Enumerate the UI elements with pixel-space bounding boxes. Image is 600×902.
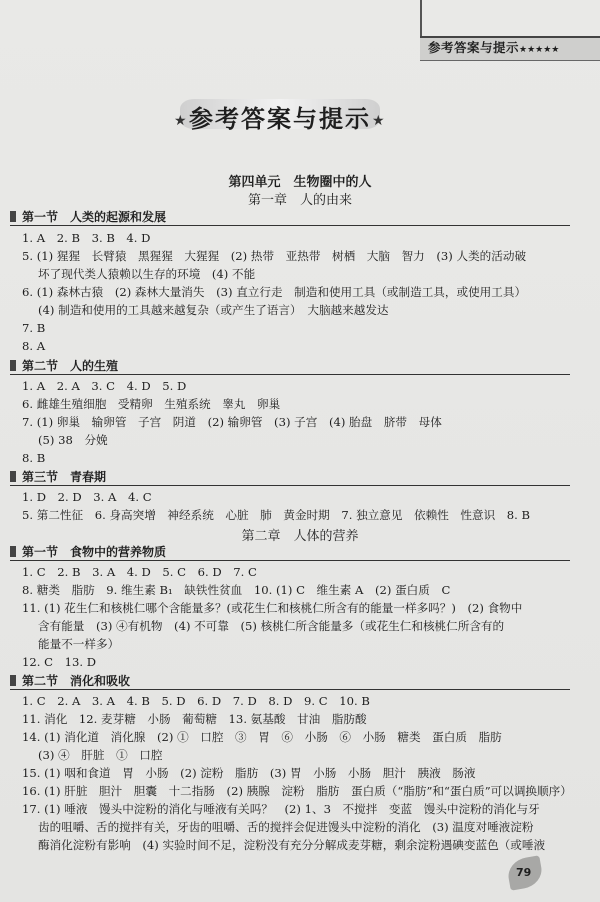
section-marker [10, 675, 16, 686]
section-title: 第二节 消化和吸收 [22, 674, 131, 688]
section-marker [10, 546, 16, 557]
answer-line: 11. (1) 花生仁和核桃仁哪个含能量多？(或花生仁和核桃仁所含有的能量一样多吗？) (2) 食物中 [22, 601, 523, 615]
page-number-badge [508, 858, 548, 892]
answer-line: 8. 糖类 脂肪 9. 维生素 B₁ 缺铁性贫血 10. (1) C 维生素 A (2) 蛋白质 C [22, 583, 451, 597]
answer-line: 坏了现代类人猿赖以生存的环境 (4) 不能 [38, 267, 256, 281]
answer-line: 齿的咀嚼、舌的搅拌有关，牙齿的咀嚼、舌的搅拌会促进馒头中淀粉的消化 (3) 温度对唾液淀粉 [38, 820, 534, 834]
answer-line: (4) 制造和使用的工具越来越复杂（或产生了语言） 大脑越来越发达 [38, 303, 389, 317]
answer-line: 酶消化淀粉有影响 (4) 实验时间不足，淀粉没有充分分解成麦芽糖，剩余淀粉遇碘变蓝色（或唾液 [38, 838, 546, 852]
unit-title: 第四单元 生物圈中的人 [228, 175, 372, 190]
section-header [10, 543, 570, 561]
chapter-title: 第二章 人体的营养 [241, 529, 359, 544]
answer-line: 含有能量 (3) ④有机物 (4) 不可靠 (5) 核桃仁所含能量多（或花生仁和核桃仁所含有的 [38, 619, 505, 633]
section-header [10, 208, 570, 226]
answer-line: 7. B [22, 321, 46, 335]
answer-line: 5. 第二性征 6. 身高突增 神经系统 心脏 肺 黄金时期 7. 独立意见 依赖性 性意识 8. B [22, 508, 531, 522]
answer-line: 1. C 2. B 3. A 4. D 5. C 6. D 7. C [22, 565, 257, 579]
answer-line: 1. C 2. A 3. A 4. B 5. D 6. D 7. D 8. D 9. C 10. B [22, 694, 370, 708]
chapter-title: 第一章 人的由来 [247, 193, 352, 208]
section-title: 第二节 人的生殖 [22, 359, 119, 373]
answer-line: 1. A 2. B 3. B 4. D [22, 231, 151, 245]
answer-line: 8. A [22, 339, 46, 353]
header-tab [420, 0, 600, 58]
section-title: 第一节 食物中的营养物质 [22, 545, 167, 559]
section-title: 第一节 人类的起源和发展 [22, 210, 167, 224]
section-marker [10, 471, 16, 482]
section-header [10, 468, 570, 486]
answer-line: 7. (1) 卵巢 输卵管 子宫 阴道 (2) 输卵管 (3) 子宫 (4) 胎盘 脐带 母体 [22, 415, 442, 429]
answer-line: 5. (1) 猩猩 长臂猿 黑猩猩 大猩猩 (2) 热带 亚热带 树栖 大脑 智力 (3) 人类的活动破 [22, 249, 527, 263]
star-icon: ★ [174, 113, 187, 129]
answer-line: 16. (1) 肝脏 胆汁 胆囊 十二指肠 (2) 胰腺 淀粉 脂肪 蛋白质（“脂肪”和“蛋白质”可以调换顺序） [22, 784, 572, 798]
answer-line: 8. B [22, 451, 46, 465]
answer-line: (3) ④ 肝脏 ① 口腔 [38, 748, 163, 762]
section-header [10, 672, 570, 690]
answer-line: 12. C 13. D [22, 655, 97, 669]
star-icon: ★ [372, 113, 385, 129]
section-marker [10, 211, 16, 222]
title-banner [170, 95, 390, 131]
answer-line: 11. 消化 12. 麦芽糖 小肠 葡萄糖 13. 氨基酸 甘油 脂肪酸 [22, 712, 367, 726]
page-number: 79 [516, 866, 532, 879]
answer-line: (5) 38 分娩 [38, 433, 108, 447]
answer-line: 14. (1) 消化道 消化腺 (2) ① 口腔 ③ 胃 ⑥ 小肠 ⑥ 小肠 糖类 蛋白质 脂肪 [22, 730, 502, 744]
answer-line: 6. (1) 森林古猿 (2) 森林大量消失 (3) 直立行走 制造和使用工具（或制造工具，或使用工具） [22, 285, 527, 299]
answer-line: 1. D 2. D 3. A 4. C [22, 490, 152, 504]
header-tab-label: 参考答案与提示★★★★★ [428, 40, 560, 55]
page-title: 参考答案与提示 [189, 105, 371, 133]
section-header [10, 357, 570, 375]
answer-line: 能量不一样多） [38, 637, 120, 651]
answer-line: 17. (1) 唾液 馒头中淀粉的消化与唾液有关吗？ (2) 1、3 不搅拌 变蓝 馒头中淀粉的消化与牙 [22, 802, 540, 816]
answer-line: 15. (1) 咽和食道 胃 小肠 (2) 淀粉 脂肪 (3) 胃 小肠 小肠 胆汁 胰液 肠液 [22, 766, 476, 780]
answer-line: 1. A 2. A 3. C 4. D 5. D [22, 379, 187, 393]
answer-line: 6. 雌雄生殖细胞 受精卵 生殖系统 睾丸 卵巢 [22, 397, 281, 411]
section-marker [10, 360, 16, 371]
header-stars: ★★★★★ [519, 45, 560, 55]
section-title: 第三节 青春期 [22, 470, 107, 484]
